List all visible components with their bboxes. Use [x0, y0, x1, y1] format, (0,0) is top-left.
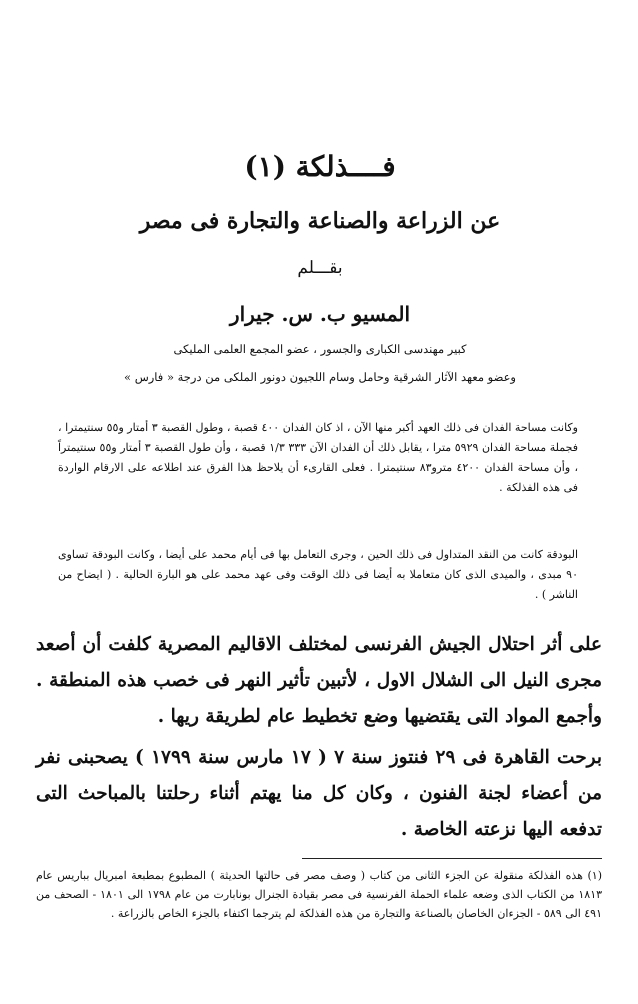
page-title: فــــذلكة (١)	[244, 150, 396, 183]
byline: بقـــلم	[297, 258, 343, 278]
body-paragraph-2: برحت القاهرة فى ٢٩ فنتوز سنة ٧ ( ١٧ مارس سنة ١٧٩٩ ) يصحبنى نفر من أعضاء لجنة الفنون ، وكان كل منا يهتم أثناء رحلتنا بالمباحث التى تدفعه اليها نزعته الخاصة .	[36, 747, 603, 840]
editor-note-feddan: وكانت مساحة الفدان فى ذلك العهد أكبر منها الآن ، اذ كان الفدان ٤٠٠ قصبة ، وطول القصبة ٣ أمتار و٥٥ سنتيمترا ، فجملة مساحة الفدان ٥٩٢٩ مترا ، يقابل ذلك أن الفدان الآن ٣٣٣ ١/٣ قصبة ، وأن طول القصبة ٣ أمتار و٥٥ سنتيمتراً ، وأن مساحة الفدان ٤٢٠٠ مترو٨٣ سنتيمترا . فعلى القارىء أن يلاحظ هذا الفرق عند اطلاعه على الارقام الواردة فى هذه الفذلكة .	[58, 421, 579, 494]
author-credentials-line-2: وعضو معهد الآثار الشرقية وحامل وسام اللجيون دونور الملكى من درجة « فارس »	[124, 370, 516, 384]
footnote-divider	[302, 858, 602, 859]
body-paragraph-1: على أثر احتلال الجيش الفرنسى لمختلف الاقاليم المصرية كلفت أن أصعد مجرى النيل الى الشلال الاول ، لأتبين تأثير النهر فى خصب هذه المنطقة . وأجمع المواد التى يقتضيها وضع تخطيط عام لطريقة ريها .	[36, 634, 602, 727]
author-credentials-line-1: كبير مهندسى الكبارى والجسور ، عضو المجمع العلمى المليكى	[173, 342, 467, 356]
editor-note-currency: البودقة كانت من النقد المتداول فى ذلك الحين ، وجرى التعامل بها فى أيام محمد على أيضا ، وكانت البودقة تساوى ٩٠ مبدى ، والميدى الذى كان متعاملا به أيضا فى ذلك الوقت وفى عهد محمد على هو البارة الحالية . ( ايضاح من الناشر ) .	[58, 548, 578, 601]
page-subtitle: عن الزراعة والصناعة والتجارة فى مصر	[139, 208, 501, 234]
author-name: المسيو ب. س. جيرار	[229, 302, 411, 326]
footnote: (١) هذه الفذلكة منقولة عن الجزء الثانى من كتاب ( وصف مصر فى حالتها الحديثة ) المطبوع بمطبعة امبريال بباريس عام ١٨١٣ من الكتاب الذى وضعه علماء الحملة الفرنسية فى مصر بقيادة الجنرال بونابارت من عام ١٧٩٨ الى ١٨٠١ - الصحف من ٤٩١ الى ٥٨٩ - الجزءان الخاصان بالصناعة والتجارة من هذه الفذلكة لم يترجما اكتفاء بالجزء الخاص بالزراعة .	[36, 869, 603, 920]
